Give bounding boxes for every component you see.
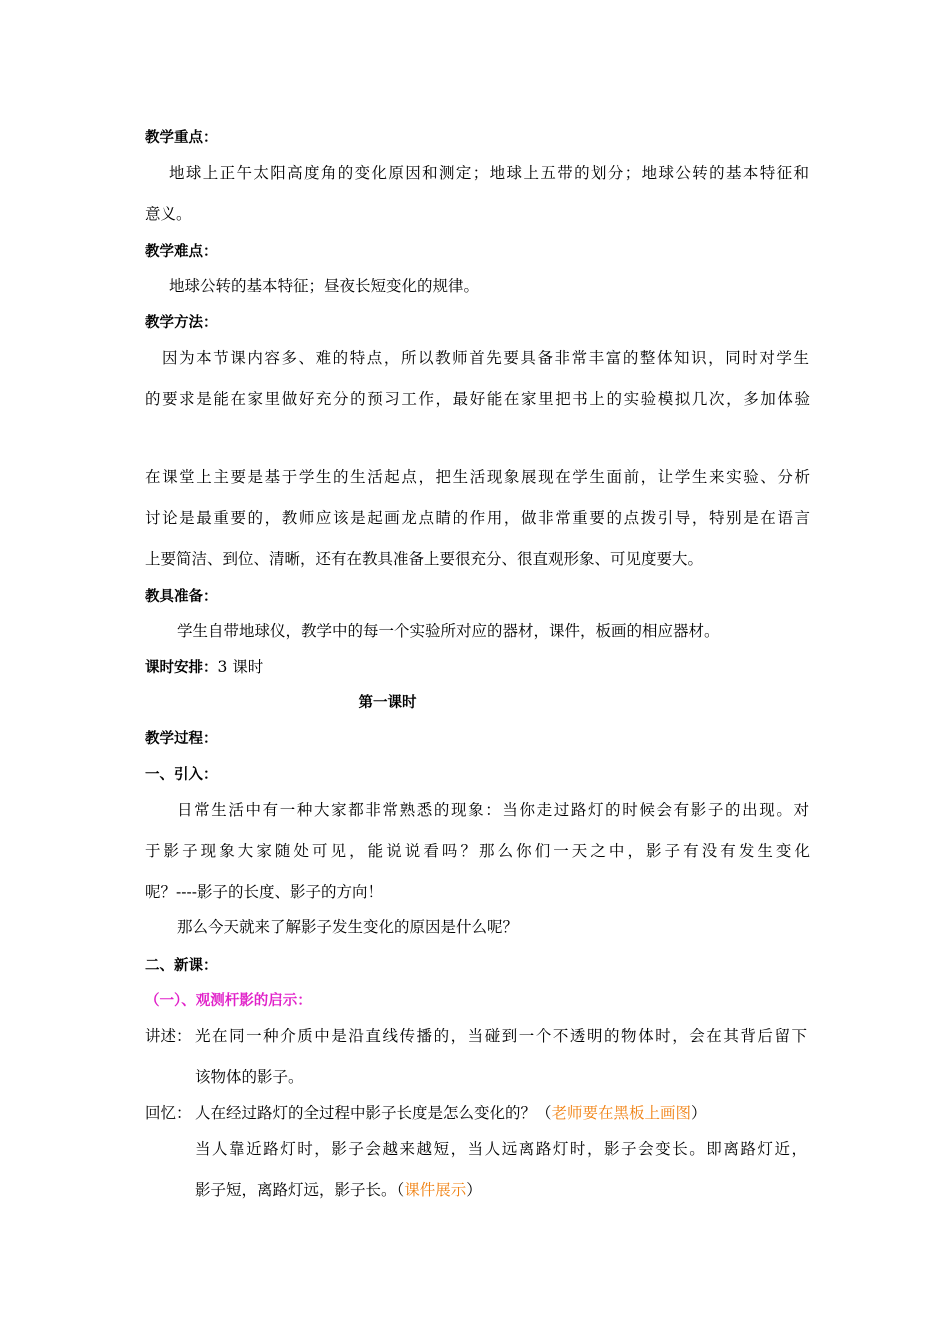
recall-close: ） <box>691 1104 707 1122</box>
methods-line1: 因为本节课内容多、难的特点，所以教师首先要具备非常丰富的整体知识，同时对学生 <box>162 349 809 367</box>
intro-line1: 日常生活中有一种大家都非常熟悉的现象：当你走过路灯的时候会有影子的出现。对 <box>177 801 809 819</box>
answer-line2 <box>195 1180 860 1200</box>
schedule-value: 3 课时 <box>217 658 264 676</box>
lecture-row <box>145 1026 810 1046</box>
process-heading: 教学过程： <box>145 731 218 747</box>
difficulties-line1: 地球公转的基本特征；昼夜长短变化的规律。 <box>169 277 480 295</box>
tools-heading: 教具准备： <box>145 589 218 605</box>
intro-line4: 那么今天就来了解影子发生变化的原因是什么呢？ <box>177 918 519 936</box>
answer-note: 课件展示 <box>404 1181 467 1199</box>
methods-line2: 的要求是能在家里做好充分的预习工作，最好能在家里把书上的实验模拟几次，多加体验 <box>145 390 810 408</box>
lecture-line1: 光在同一种介质中是沿直线传播的，当碰到一个不透明的物体时，会在其背后留下 <box>195 1027 807 1045</box>
methods-line5: 上要简洁、到位、清晰，还有在教具准备上要很充分、很直观形象、可见度要大。 <box>145 550 704 568</box>
schedule-heading: 课时安排： <box>145 660 218 676</box>
intro-line3: 呢？----影子的长度、影子的方向！ <box>145 883 383 901</box>
intro-line2: 于影子现象大家随处可见，能说说看吗？那么你们一天之中，影子有没有发生变化 <box>145 842 810 860</box>
lesson-title: 第一课时 <box>358 695 417 711</box>
key-points-line2: 意义。 <box>145 205 192 223</box>
intro-heading: 一、引入： <box>145 767 218 783</box>
lecture-label: 讲述： <box>145 1027 192 1045</box>
answer-close: ） <box>466 1181 482 1199</box>
tools-line1: 学生自带地球仪，教学中的每一个实验所对应的器材，课件，板画的相应器材。 <box>177 622 720 640</box>
recall-text: 人在经过路灯的全过程中影子长度是怎么变化的？（ <box>195 1104 552 1122</box>
recall-note: 老师要在黑板上画图 <box>551 1104 692 1122</box>
key-points-heading: 教学重点： <box>145 130 218 146</box>
answer-text: 影子短，离路灯远，影子长。（ <box>195 1181 405 1199</box>
key-points-line1: 地球上正午太阳高度角的变化原因和测定；地球上五带的划分；地球公转的基本特征和 <box>169 164 809 182</box>
answer-line1: 当人靠近路灯时，影子会越来越短，当人远离路灯时，影子会变长。即离路灯近， <box>195 1140 807 1158</box>
recall-label: 回忆： <box>145 1104 192 1122</box>
recall-row <box>145 1103 810 1123</box>
schedule-row <box>145 657 810 678</box>
methods-line4: 讨论是最重要的，教师应该是起画龙点睛的作用，做非常重要的点拨引导，特别是在语言 <box>145 509 810 527</box>
methods-heading: 教学方法： <box>145 315 218 331</box>
methods-line3: 在课堂上主要是基于学生的生活起点，把生活现象展现在学生面前，让学生来实验、分析 <box>145 468 810 486</box>
lecture-line2: 该物体的影子。 <box>195 1068 304 1086</box>
new-lesson-heading: 二、新课： <box>145 958 218 974</box>
new-lesson-subheading: （一）、观测杆影的启示： <box>145 993 312 1009</box>
difficulties-heading: 教学难点： <box>145 244 218 260</box>
